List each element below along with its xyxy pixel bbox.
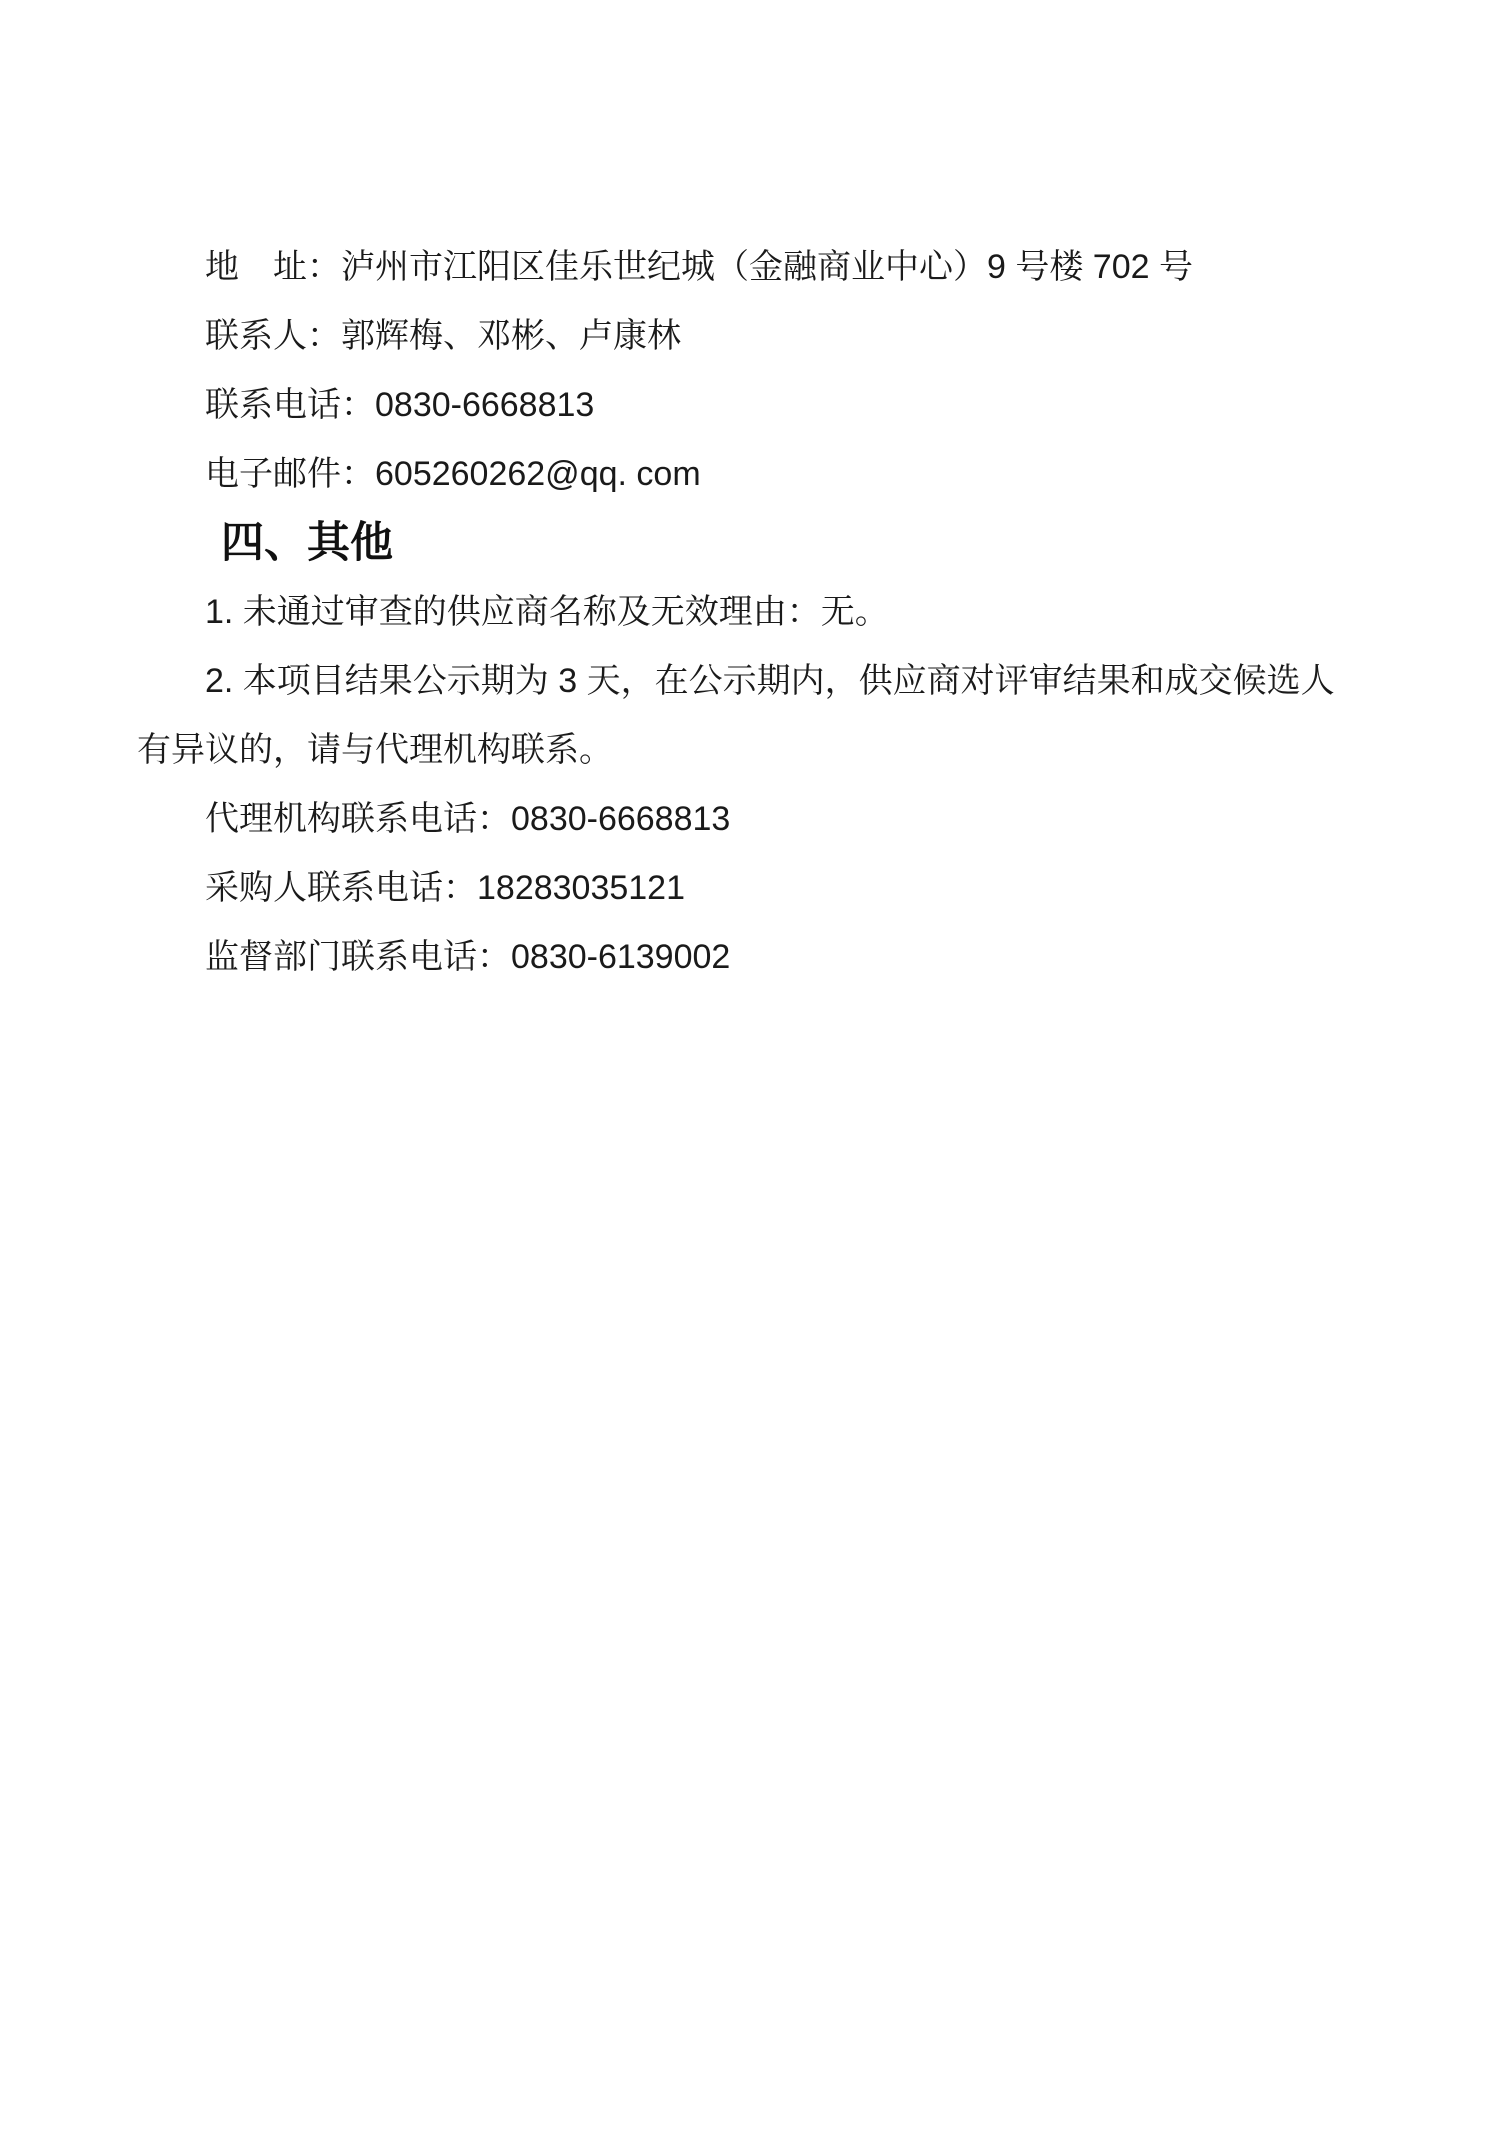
address-line: 地 址：泸州市江阳区佳乐世纪城（金融商业中心）9 号楼 702 号 <box>205 248 1193 286</box>
contact-person-line: 联系人：郭辉梅、邓彬、卢康林 <box>205 317 681 355</box>
agency-phone-line: 代理机构联系电话：0830-6668813 <box>205 800 731 838</box>
item2-line-first: 2. 本项目结果公示期为 3 天，在公示期内，供应商对评审结果和成交候选人 <box>205 662 1335 700</box>
contact-phone-line: 联系电话：0830-6668813 <box>205 386 595 424</box>
item1-line: 1. 未通过审查的供应商名称及无效理由：无。 <box>205 593 889 631</box>
supervisor-phone-line: 监督部门联系电话：0830-6139002 <box>205 938 731 976</box>
section-heading-other: 四、其他 <box>221 519 393 567</box>
purchaser-phone-line: 采购人联系电话：18283035121 <box>205 869 686 907</box>
item2-line-continuation: 有异议的，请与代理机构联系。 <box>137 731 613 769</box>
document-content <box>137 233 1357 992</box>
email-line: 电子邮件：605260262@qq. com <box>205 455 701 493</box>
